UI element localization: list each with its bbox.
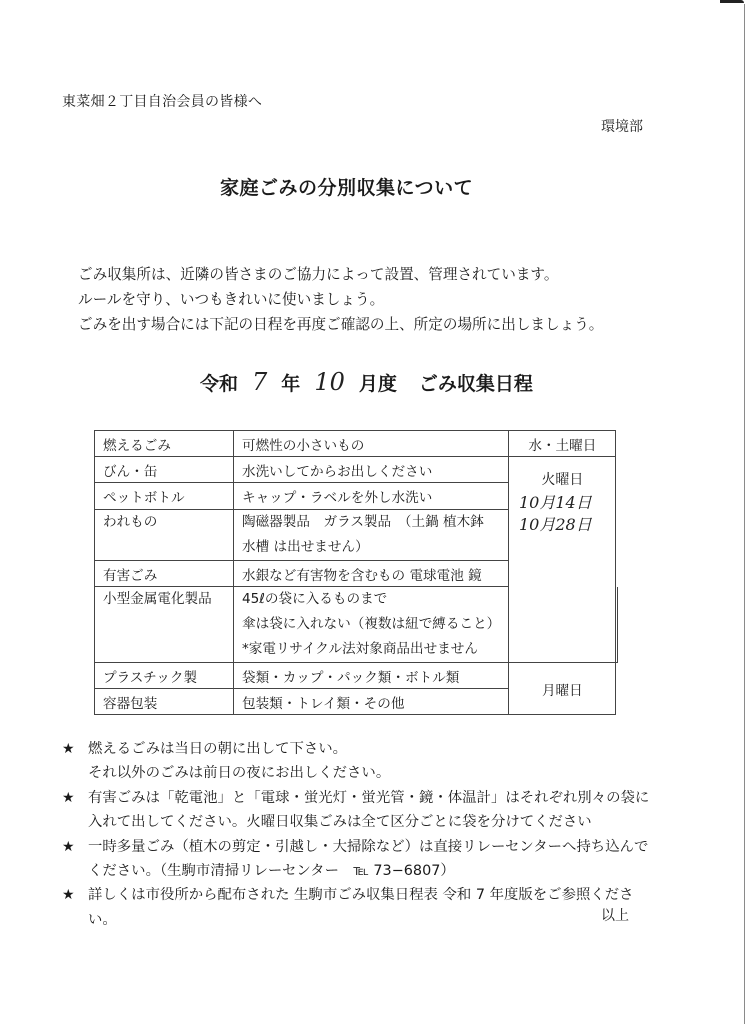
- note-line: 有害ごみは「乾電池」と「電球・蛍光灯・蛍光管・鏡・体温計」はそれぞれ別々の袋に: [88, 789, 650, 806]
- details-cell: [234, 510, 509, 561]
- category-cell: ペットボトル: [95, 483, 234, 510]
- handwritten-date: 10月28日: [518, 515, 592, 534]
- table-row: [95, 431, 618, 457]
- note-line: ください。（生駒市清掃リレーセンター ℡ 73−6807）: [88, 863, 455, 880]
- category-cell: プラスチック製: [95, 663, 234, 689]
- category-cell: われもの: [95, 510, 234, 561]
- category-cell: びん・缶: [95, 457, 234, 483]
- page-edge: [744, 4, 745, 1024]
- details-cell: 水洗いしてからお出しください: [234, 457, 509, 483]
- note-line: い。: [88, 911, 117, 928]
- details-cell: 包装類・トレイ類・その他: [234, 689, 509, 715]
- handwritten-date: 10月14日: [518, 493, 592, 512]
- details-line: 傘は袋に入れない（複数は紐で縛ること）: [242, 616, 501, 632]
- details-cell: 袋類・カップ・パック類・ボトル類: [234, 663, 509, 689]
- day-cell-monday: 月曜日: [509, 663, 616, 715]
- details-line: 45ℓの袋に入るものまで: [242, 591, 388, 607]
- schedule-month-unit: 月度: [358, 373, 397, 395]
- details-cell: [234, 587, 509, 663]
- note-line: 一時多量ごみ（植木の剪定・引越し・大掃除など）は直接リレーセンターへ持ち込んで: [88, 838, 649, 855]
- day-cell-tuesday: [509, 457, 616, 663]
- details-cell: 水銀など有害物を含むもの 電球電池 鏡: [234, 561, 509, 587]
- schedule-era: 令和: [200, 373, 239, 395]
- page-corner-mark: [720, 0, 744, 3]
- sender-department: 環境部: [601, 119, 643, 135]
- note-item: [62, 737, 649, 786]
- category-cell: 燃えるごみ: [95, 431, 234, 457]
- star-icon: ★: [62, 838, 75, 855]
- collection-schedule-table: [94, 430, 618, 715]
- details-cell: 可燃性の小さいもの: [234, 431, 509, 457]
- intro-line: ルールを守り、いつもきれいに使いましょう。: [78, 291, 385, 308]
- star-icon: ★: [62, 789, 75, 806]
- tuesday-label: 火曜日: [541, 472, 584, 488]
- note-item: [62, 883, 649, 932]
- details-cell: キャップ・ラベルを外し水洗い: [234, 483, 509, 510]
- star-icon: ★: [62, 741, 75, 757]
- notes-list: [62, 737, 649, 932]
- schedule-year-handwritten: 7: [252, 368, 268, 396]
- document-title: 家庭ごみの分別収集について: [220, 177, 474, 199]
- category-cell: 小型金属電化製品: [95, 587, 234, 663]
- table-row: [95, 663, 618, 689]
- schedule-label: ごみ収集日程: [418, 373, 533, 395]
- intro-line: ごみ収集所は、近隣の皆さまのご協力によって設置、管理されています。: [78, 266, 559, 283]
- day-cell-empty: [616, 587, 618, 663]
- day-cell: 水・土曜日: [509, 431, 616, 457]
- details-line: *家電リサイクル法対象商品出せません: [242, 641, 478, 657]
- note-line: 入れて出してください。火曜日収集ごみは全て区分ごとに袋を分けてください: [88, 814, 592, 831]
- category-cell: 容器包装: [95, 689, 234, 715]
- intro-line: ごみを出す場合には下記の日程を再度ご確認の上、所定の場所に出しましょう。: [78, 316, 604, 333]
- category-cell: 有害ごみ: [95, 561, 234, 587]
- schedule-year-unit: 年: [281, 373, 301, 395]
- schedule-title: [200, 368, 533, 396]
- table-row: [95, 457, 618, 483]
- addressee: 東菜畑２丁目自治会員の皆様へ: [62, 94, 263, 110]
- closing-mark: 以上: [601, 908, 629, 924]
- note-line: 燃えるごみは当日の朝に出して下さい。: [88, 741, 348, 757]
- note-line: 詳しくは市役所から配布された 生駒市ごみ収集日程表 令和 7 年度版をご参照くださ: [88, 887, 634, 904]
- note-line: それ以外のごみは前日の夜にお出しください。: [88, 765, 391, 782]
- note-item: [62, 835, 649, 884]
- star-icon: ★: [62, 887, 75, 904]
- details-line: 陶磁器製品 ガラス製品 （土鍋 植木鉢: [242, 514, 484, 530]
- schedule-month-handwritten: 10: [314, 368, 345, 396]
- details-line: 水槽 は出せません）: [242, 539, 369, 555]
- intro-paragraph: [78, 262, 603, 337]
- note-item: [62, 786, 649, 835]
